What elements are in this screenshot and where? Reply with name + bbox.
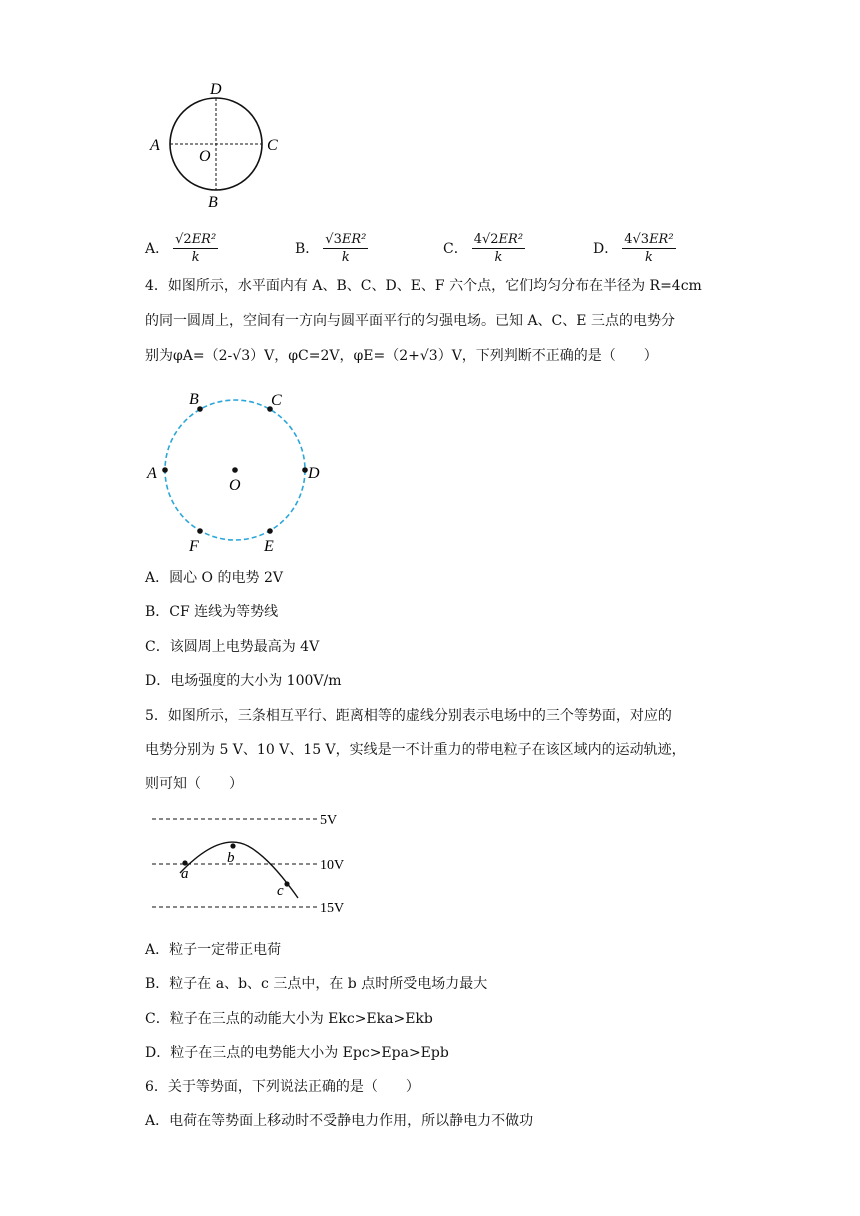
q4-stem-line1: 4．如图所示，水平面内有 A、B、C、D、E、F 六个点，它们均匀分布在半径为 R=4cm [145,278,702,294]
label-B: B [189,391,199,408]
point-b [230,843,235,848]
label-C: C [267,137,278,154]
label-C: C [271,392,282,409]
point-A [162,467,168,473]
q3-option-c[interactable]: C． $\frac{\text{4√2ER²}}{k}$ [443,231,524,265]
label-15v: 15V [320,901,345,916]
q5-option-d[interactable]: D．粒子在三点的电势能大小为 Epc>Epa>Epb [145,1045,449,1061]
point-a [182,860,187,865]
label-a: a [181,866,189,882]
point-c [284,881,289,886]
q3-option-d[interactable]: D． $\frac{\text{4√3ER²}}{k}$ [593,231,674,265]
label-O: O [199,148,211,165]
q4-option-d[interactable]: D．电场强度的大小为 100V/m [145,673,342,689]
fraction: $\frac{\text{4√2ER²}}{k}$ [473,231,524,265]
fraction: $\frac{\text{4√3ER²}}{k}$ [624,231,674,265]
q5-stem-line3: 则可知（ ） [145,776,243,792]
label-D: D [308,465,320,482]
label-10v: 10V [320,858,345,873]
q4-stem-line3: 别为φA=（2-√3）V，φC=2V，φE=（2+√3）V，下列判断不正确的是（ ） [145,348,658,364]
q5-option-b[interactable]: B．粒子在 a、b、c 三点中，在 b 点时所受电场力最大 [145,976,488,992]
label-D: D [210,81,222,98]
point-O [232,467,238,473]
q3-option-a[interactable]: A． $\frac{\text{√2ER²}}{k}$ [145,231,217,265]
fraction: $\frac{\text{√2ER²}}{k}$ [175,231,217,265]
q5-stem-line1: 5．如图所示，三条相互平行、距离相等的虚线分别表示电场中的三个等势面，对应的 [145,708,672,724]
figure-six-points-circle [140,386,340,558]
label-B: B [208,194,218,211]
label-A: A [147,465,157,482]
q6-option-a[interactable]: A．电荷在等势面上移动时不受静电力作用，所以静电力不做功 [145,1113,534,1129]
figure-circle-cross [140,76,300,212]
label-b: b [227,850,235,866]
label-A: A [150,137,160,154]
label-E: E [264,538,274,555]
q3-option-b[interactable]: B． $\frac{\text{√3ER²}}{k}$ [295,231,367,265]
figure-equipotential-trajectory [140,806,360,922]
label-O: O [229,477,241,494]
q5-option-c[interactable]: C．粒子在三点的动能大小为 Ekc>Eka>Ekb [145,1011,433,1027]
label-F: F [189,538,199,555]
fraction: $\frac{\text{√3ER²}}{k}$ [325,231,367,265]
q4-option-b[interactable]: B．CF 连线为等势线 [145,604,279,620]
point-E [267,528,273,534]
q4-option-c[interactable]: C．该圆周上电势最高为 4V [145,639,320,655]
label-c: c [277,883,284,899]
q6-stem-line1: 6．关于等势面，下列说法正确的是（ ） [145,1079,420,1095]
point-D [302,467,308,473]
q3-options [145,226,705,270]
q4-option-a[interactable]: A．圆心 O 的电势 2V [145,570,283,586]
q5-option-a[interactable]: A．粒子一定带正电荷 [145,942,282,958]
point-F [197,528,203,534]
q4-stem-line2: 的同一圆周上，空间有一方向与圆平面平行的匀强电场。已知 A、C、E 三点的电势分 [145,313,675,329]
q5-stem-line2: 电势分别为 5 V、10 V、15 V，实线是一不计重力的带电粒子在该区域内的运动轨迹， [145,742,686,758]
label-5v: 5V [320,813,338,828]
